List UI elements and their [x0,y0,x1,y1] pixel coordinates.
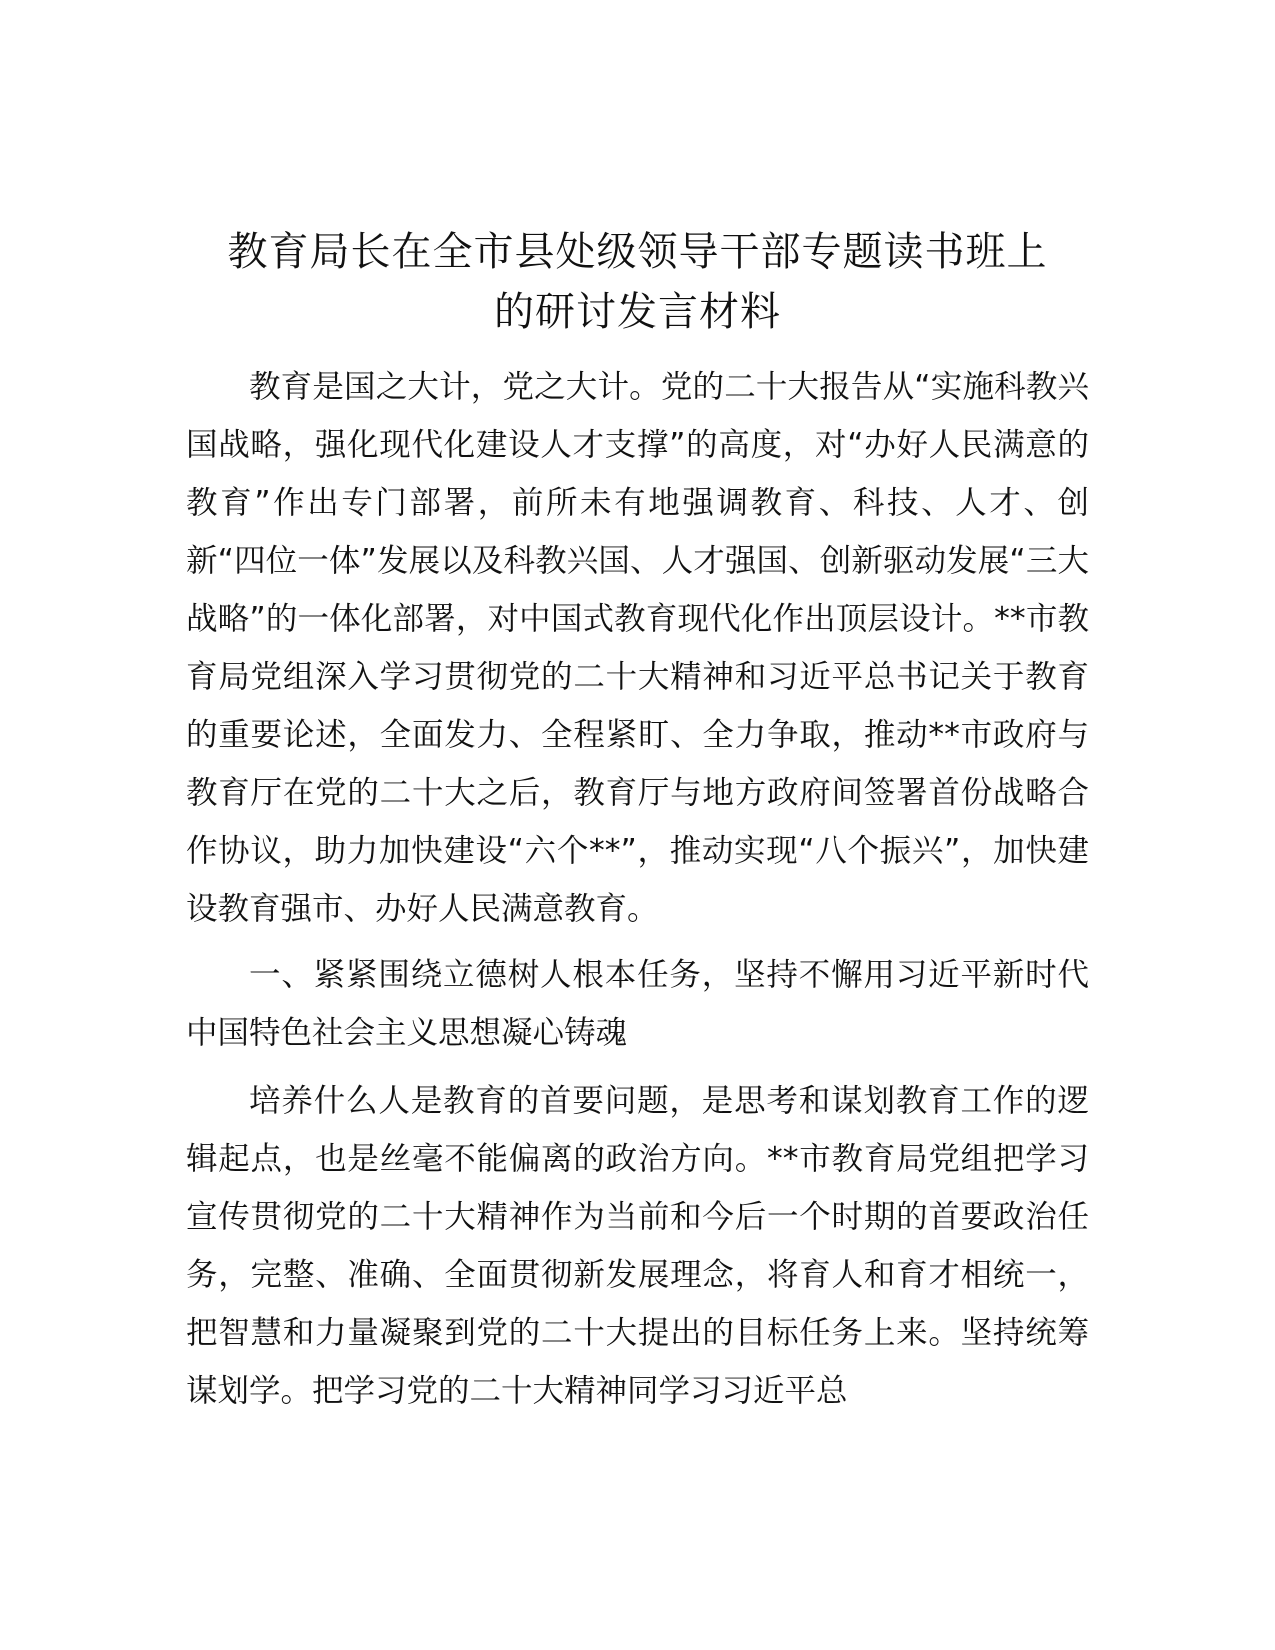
title-line-1: 教育局长在全市县处级领导干部专题读书班上 [227,229,1048,275]
title-line-2: 的研讨发言材料 [494,289,781,335]
section-paragraph-1: 培养什么人是教育的首要问题，是思考和谋划教育工作的逻辑起点，也是丝毫不能偏离的政治方向。**市教育局党组把学习宣传贯彻党的二十大精神作为当前和今后一个时期的首要政治任务，完整、准确、全面贯彻新发展理念，将育人和育才相统一，把智慧和力量凝聚到党的二十大提出的目标任务上来。坚持统筹谋划学。把学习党的二十大精神同学习习近平总 [186,1083,1089,1409]
intro-paragraph: 教育是国之大计，党之大计。党的二十大报告从“实施科教兴国战略，强化现代化建设人才支撑”的高度，对“办好人民满意的教育”作出专门部署，前所未有地强调教育、科技、人才、创新“四位一体”发展以及科教兴国、人才强国、创新驱动发展“三大战略”的一体化部署，对中国式教育现代化作出顶层设计。**市教育局党组深入学习贯彻党的二十大精神和习近平总书记关于教育的重要论述，全面发力、全程紧盯、全力争取，推动**市政府与教育厅在党的二十大之后，教育厅与地方政府间签署首份战略合作协议，助力加快建设“六个**”，推动实现“八个振兴”，加快建设教育强市、办好人民满意教育。 [186,369,1089,927]
document-title [186,222,1089,342]
document-body [186,222,1089,1420]
section-heading-1: 一、紧紧围绕立德树人根本任务，坚持不懈用习近平新时代中国特色社会主义思想凝心铸魂 [186,957,1089,1051]
